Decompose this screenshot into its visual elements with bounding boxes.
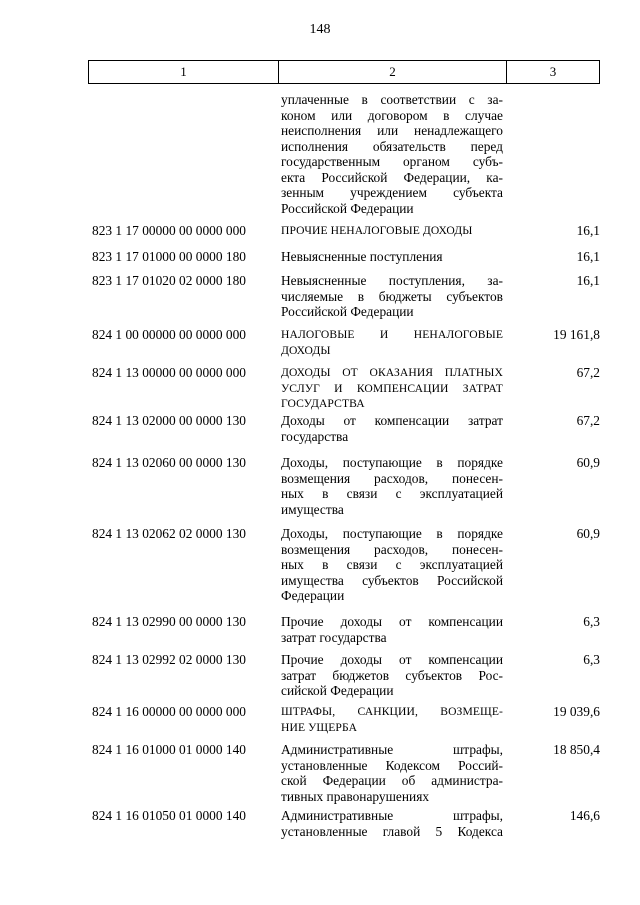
row-description <box>281 223 503 239</box>
row-description <box>281 365 503 412</box>
description-line: затрат бюджетов субъектов Рос- <box>281 667 503 683</box>
row-code: 824 1 16 01050 01 0000 140 <box>92 808 246 823</box>
description-line: коном или договором в случае <box>281 107 503 123</box>
row-description <box>281 249 503 265</box>
description-line: ской Федерации об администра- <box>281 773 503 788</box>
row-code: 823 1 17 01020 02 0000 180 <box>92 273 246 288</box>
description-line: Доходы, поступающие в порядке <box>281 455 503 470</box>
description-line: Доходы от компенсации затрат <box>281 413 503 428</box>
description-line: государственным органом субъ- <box>281 154 503 169</box>
description-line: Административные штрафы, <box>281 808 503 823</box>
description-line: исполнения обязательств перед <box>281 138 503 154</box>
description-line: екта Российской Федерации, ка- <box>281 169 503 185</box>
row-amount: 16,1 <box>576 223 600 238</box>
description-line: возмещения расходов, понесен- <box>281 470 503 486</box>
description-line: государства <box>281 428 349 444</box>
row-amount: 60,9 <box>576 455 600 470</box>
description-line: установленные Кодексом Россий- <box>281 757 503 773</box>
header-col-3: 3 <box>549 64 557 79</box>
description-line: Российской Федерации <box>281 304 414 319</box>
row-amount: 146,6 <box>569 808 600 823</box>
description-line: Административные штрафы, <box>281 742 503 757</box>
row-code: 824 1 13 02992 02 0000 130 <box>92 652 246 667</box>
row-code: 823 1 17 01000 00 0000 180 <box>92 249 246 264</box>
row-description <box>281 652 503 699</box>
row-amount: 18 850,4 <box>553 742 600 757</box>
description-line: неисполнения или ненадлежащего <box>281 123 503 138</box>
row-description <box>281 455 503 517</box>
description-line: Невыясненные поступления, за- <box>281 273 503 288</box>
row-code: 824 1 13 02000 00 0000 130 <box>92 413 246 428</box>
row-amount: 16,1 <box>576 249 600 264</box>
row-amount: 16,1 <box>576 273 600 288</box>
description-line: числяемые в бюджеты субъектов <box>281 288 503 304</box>
description-line: Доходы, поступающие в порядке <box>281 526 503 541</box>
description-line: Прочие доходы от компенсации <box>281 614 503 629</box>
row-code: 824 1 13 02060 00 0000 130 <box>92 455 246 470</box>
description-line: ШТРАФЫ, САНКЦИИ, ВОЗМЕЩЕ- <box>281 705 503 718</box>
description-line: Федерации <box>281 588 345 603</box>
description-line: возмещения расходов, понесен- <box>281 541 503 557</box>
description-line: тивных правонарушениях <box>281 788 430 804</box>
row-description <box>281 808 503 839</box>
row-amount: 19 161,8 <box>553 327 600 342</box>
header-col-1: 1 <box>89 61 279 83</box>
page-number: 148 <box>309 22 331 37</box>
row-description <box>281 413 503 444</box>
description-line: имущества субъектов Российской <box>281 572 503 588</box>
description-line: ДОХОДЫ ОТ ОКАЗАНИЯ ПЛАТНЫХ <box>281 366 503 379</box>
description-line: ГОСУДАРСТВА <box>281 397 365 410</box>
row-description <box>281 742 503 804</box>
row-description <box>281 273 503 320</box>
row-description <box>281 614 503 645</box>
description-line: ПРОЧИЕ НЕНАЛОГОВЫЕ ДОХОДЫ <box>281 224 473 237</box>
description-line: ДОХОДЫ <box>281 343 331 357</box>
row-description <box>281 704 503 735</box>
header-col-2: 2 <box>279 61 507 83</box>
row-amount: 6,3 <box>583 652 600 667</box>
row-description <box>281 92 503 216</box>
description-line: УСЛУГ И КОМПЕНСАЦИИ ЗАТРАТ <box>281 381 503 395</box>
description-line: ных в связи с эксплуатацией <box>281 486 503 501</box>
row-amount: 60,9 <box>576 526 600 541</box>
description-line: НАЛОГОВЫЕ И НЕНАЛОГОВЫЕ <box>281 328 503 341</box>
row-code: 824 1 00 00000 00 0000 000 <box>92 327 246 342</box>
description-line: имущества <box>281 501 344 517</box>
row-code: 824 1 13 00000 00 0000 000 <box>92 365 246 380</box>
description-line: Невыясненные поступления <box>281 249 443 264</box>
description-line: зенным учреждением субъекта <box>281 185 503 200</box>
description-line: Прочие доходы от компенсации <box>281 652 503 667</box>
description-line: установленные главой 5 Кодекса <box>281 823 503 839</box>
row-code: 823 1 17 00000 00 0000 000 <box>92 223 246 238</box>
description-line: сийской Федерации <box>281 683 394 698</box>
row-code: 824 1 16 00000 00 0000 000 <box>92 704 246 719</box>
row-description <box>281 526 503 604</box>
row-amount: 6,3 <box>583 614 600 629</box>
row-code: 824 1 13 02990 00 0000 130 <box>92 614 246 629</box>
row-amount: 19 039,6 <box>553 704 600 719</box>
row-code: 824 1 13 02062 02 0000 130 <box>92 526 246 541</box>
description-line: Российской Федерации <box>281 200 414 216</box>
row-description <box>281 327 503 358</box>
description-line: затрат государства <box>281 629 387 645</box>
row-amount: 67,2 <box>576 365 600 380</box>
row-amount: 67,2 <box>576 413 600 428</box>
row-code: 824 1 16 01000 01 0000 140 <box>92 742 246 757</box>
description-line: НИЕ УЩЕРБА <box>281 720 358 734</box>
table-header-row <box>88 60 600 84</box>
description-line: ных в связи с эксплуатацией <box>281 557 503 572</box>
description-line: уплаченные в соответствии с за- <box>281 92 503 107</box>
